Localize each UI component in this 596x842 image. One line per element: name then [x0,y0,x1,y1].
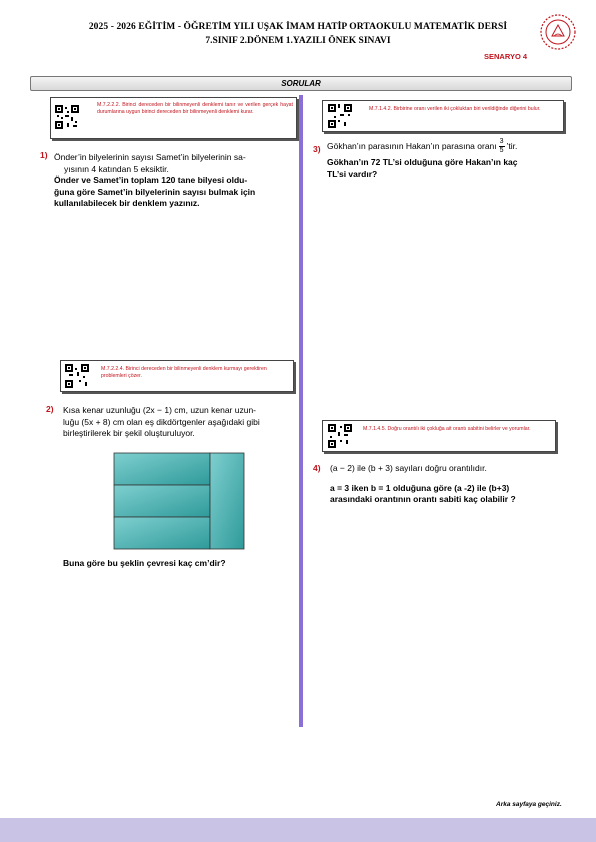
question-2 [63,405,295,440]
question-1-bold1: Önder ve Samet’in toplam 120 tane bilyesi oldu- [54,175,248,185]
exam-title-line1: 2025 - 2026 EĞİTİM - ÖĞRETİM YILI UŞAK İMAM HATİP ORTAOKULU MATEMATİK DERSİ [88,22,508,32]
objective-box-1 [50,97,297,139]
objective-text-4: M.7.1.4.5. Doğru orantılı iki çokluğa ait orantı sabitini belirler ve yorumlar. [363,426,531,432]
section-title: SORULAR [281,79,321,88]
section-title-bar [30,76,572,91]
question-1-bold3: kullanılabilecek bir denklem yazınız. [54,198,200,208]
horizontal-rectangle-2 [114,485,210,517]
objective-text-3: M.7.1.4.2. Birbirine oranı verilen iki çokluktan biri verildiğinde diğerini bulur. [369,106,541,112]
column-divider [299,95,303,727]
bottom-bar [0,818,596,842]
objective-text-2: M.7.2.2.4. Birinci dereceden bir bilinmeyenli denklem kurmayı gerektiren problemleri çözer. [101,366,267,379]
question-3 [327,138,563,180]
question-1-bold2: ğuna göre Samet’in bilyelerinin sayısı bulmak için [54,186,256,197]
ratio-fraction [499,138,505,155]
question-4-number: 4) [313,463,321,473]
question-1 [54,152,294,210]
fraction-numerator: 3 [499,138,504,145]
question-1-line1: Önder’in bilyelerinin sayısı Samet’in bilyelerinin sa- [54,152,246,162]
qr-code-icon [65,364,89,388]
rectangles-figure [112,452,246,552]
objective-box-3 [322,100,564,132]
next-page-note: Arka sayfaya geçiniz. [496,801,562,808]
question-3-line1a: Gökhan’ın parasının Hakan’ın parasına oranı [327,140,497,151]
question-3-number: 3) [313,144,321,154]
question-4-bold2: arasındaki orantının orantı sabiti kaç olabilir ? [330,494,516,504]
objective-box-2 [60,360,294,392]
question-4-line1: (a − 2) ile (b + 3) sayıları doğru orantılıdır. [330,463,487,473]
qr-code-icon [328,424,352,448]
question-4 [330,463,566,506]
horizontal-rectangle-3 [114,517,210,549]
question-2-number: 2) [46,404,54,414]
question-4-bold1: a = 3 iken b = 1 olduğuna göre (a -2) ile (b+3) [330,482,510,493]
question-3-line1b: ’tir. [506,140,518,151]
question-2-line1: Kısa kenar uzunluğu (2x − 1) cm, uzun kenar uzun- [63,405,257,415]
scenario-label: SENARYO 4 [484,52,528,61]
vertical-rectangle [210,453,244,549]
question-1-line2: yısının 4 katından 5 eksiktir. [64,163,169,174]
qr-code-icon [328,104,352,128]
question-1-number: 1) [40,150,48,160]
question-2-line3: birleştirilerek bir şekil oluşturuluyor. [63,428,195,438]
question-2-bold1: Buna göre bu şeklin çevresi kaç cm’dir? [63,558,226,568]
question-3-bold2: TL’si vardır? [327,168,378,179]
question-2-line2: luğu (5x + 8) cm olan eş dikdörtgenler aşağıdaki gibi [63,416,260,427]
objective-box-4 [322,420,556,452]
question-3-bold1: Gökhan’ın 72 TL’si olduğuna göre Hakan’ın kaç [327,157,518,167]
qr-code-icon [55,105,79,129]
fraction-denominator: 5 [499,147,504,154]
objective-text-1: M.7.2.2.2. Birinci dereceden bir bilinmeyenli denklemi tanır ve verilen gerçek hayat durumlarına uygun birinci dereceden bir bilinmeyenli denklemi kurar. [97,102,293,115]
horizontal-rectangle-1 [114,453,210,485]
ministry-logo-icon [538,12,578,52]
exam-title-line2: 7.SINIF 2.DÖNEM 1.YAZILI ÖNEK SINAVI [205,36,391,46]
